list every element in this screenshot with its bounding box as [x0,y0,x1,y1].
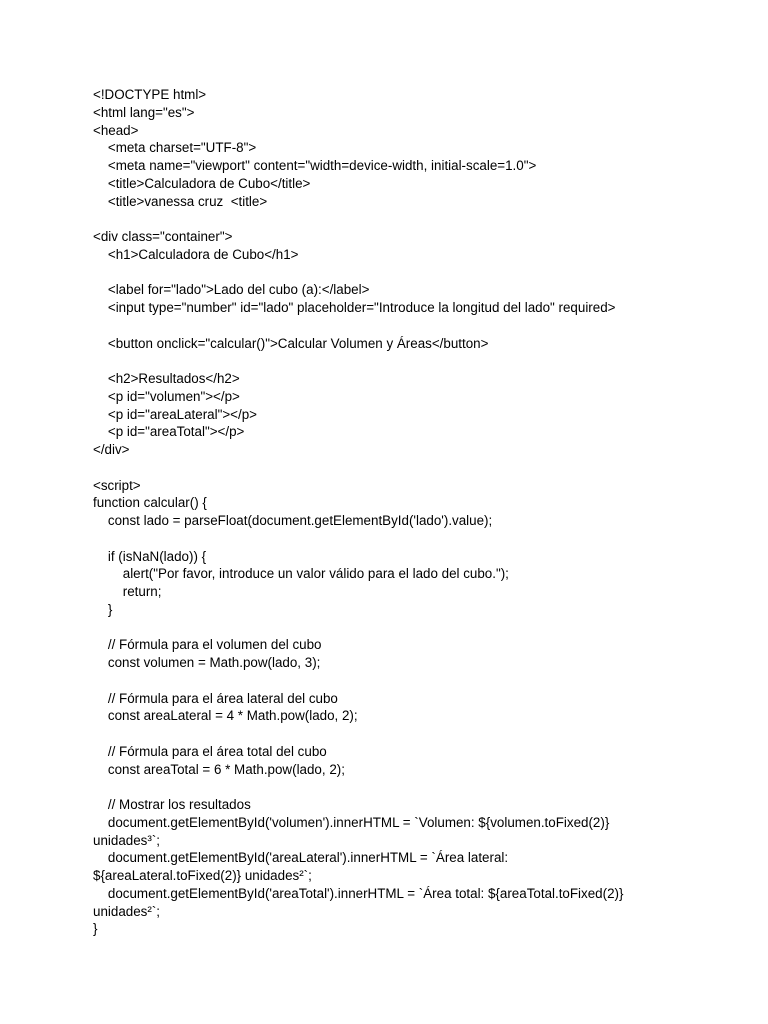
code-line: // Fórmula para el área total del cubo [93,743,327,759]
code-line [93,264,733,282]
code-line: if (isNaN(lado)) { [93,548,207,564]
code-line: <button onclick="calcular()">Calcular Volumen y Áreas</button> [93,335,489,351]
code-line: // Fórmula para el volumen del cubo [93,637,322,653]
code-line: <h1>Calculadora de Cubo</h1> [93,246,299,262]
code-line: <p id="volumen"></p> [93,388,240,404]
code-line: <p id="areaTotal"></p> [93,424,245,440]
code-line: ${areaLateral.toFixed(2)} unidades²`; [93,868,312,883]
code-line [93,778,733,796]
code-line: <html lang="es"> [93,104,195,120]
code-line: unidades²`; [93,903,160,919]
code-line: <h2>Resultados</h2> [93,371,240,386]
code-line: // Mostrar los resultados [93,797,251,812]
code-line: // Fórmula para el área lateral del cubo [93,690,338,706]
code-line: <meta charset="UTF-8"> [93,140,257,156]
code-line: <script> [93,477,141,493]
code-line: const volumen = Math.pow(lado, 3); [93,655,321,670]
code-line [93,210,733,228]
code-line: } [93,601,113,617]
code-line: alert("Por favor, introduce un valor válido para el lado del cubo."); [93,566,509,582]
code-line: } [93,921,98,937]
code-line [93,725,733,743]
code-line: </div> [93,442,130,457]
code-line [93,317,733,335]
code-line: <p id="areaLateral"></p> [93,406,257,422]
code-line: <!DOCTYPE html> [93,87,207,102]
code-line: <title>vanessa cruz <title> [93,193,268,209]
code-line: document.getElementById('volumen').innerHTML = `Volumen: ${volumen.toFixed(2)} [93,814,610,830]
code-line [93,619,733,637]
code-line: return; [93,584,162,599]
code-line: function calcular() { [93,495,207,511]
code-line: document.getElementById('areaLateral').innerHTML = `Área lateral: [93,850,509,866]
code-line: <div class="container"> [93,229,233,244]
code-line: <label for="lado">Lado del cubo (a):</label> [93,282,370,298]
code-line: const areaLateral = 4 * Math.pow(lado, 2); [93,708,358,724]
code-line: unidades³`; [93,832,160,848]
code-line [93,352,733,370]
code-line [93,672,733,690]
code-line: <title>Calculadora de Cubo</title> [93,175,311,191]
code-line: <meta name="viewport" content="width=device-width, initial-scale=1.0"> [93,158,537,173]
code-line: <input type="number" id="lado" placeholder="Introduce la longitud del lado" required> [93,300,616,315]
code-line [93,530,733,548]
code-line: <head> [93,122,139,138]
code-line [93,459,733,477]
code-line: const areaTotal = 6 * Math.pow(lado, 2); [93,761,345,777]
code-line: document.getElementById('areaTotal').innerHTML = `Área total: ${areaTotal.toFixed(2)} [93,885,624,901]
code-line: const lado = parseFloat(document.getElementById('lado').value); [93,513,493,528]
code-listing [93,86,733,938]
